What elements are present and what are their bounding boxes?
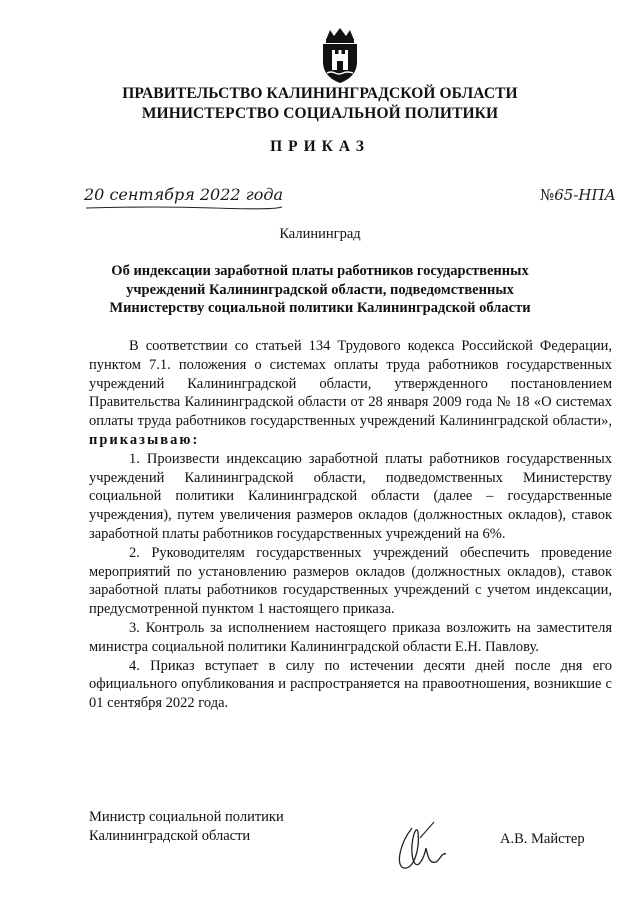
- number-prefix: №: [540, 186, 555, 204]
- doc-type: ПРИКАЗ: [270, 138, 370, 155]
- preamble-paragraph: [89, 337, 612, 450]
- position-line-1: Министр социальной политики: [89, 809, 284, 825]
- coat-of-arms-emblem: [318, 26, 362, 84]
- order-phrase: приказываю:: [89, 431, 200, 448]
- date-underline: [84, 205, 284, 211]
- doc-body: [89, 337, 612, 713]
- signatory-position: [89, 808, 284, 846]
- doc-number: [540, 186, 616, 204]
- handwritten-signature: [390, 818, 460, 876]
- item-1: 1. Произвести индексацию заработной платы работников государственных учреждений Калининградской области, подведомственных Министерству социальной политики Калининградской области (далее – государственные учреждения), путем увеличения размеров окладов (должностных окладов), ставок заработной платы работников государственных учреждений на 6%.: [89, 450, 612, 542]
- doc-title: Об индексации заработной платы работников государственных учреждений Калининградской области, подведомственных Министерству социальной политики Калининградской области: [109, 263, 531, 316]
- city-label: Калининград: [279, 226, 361, 242]
- item-3: 3. Контроль за исполнением настоящего приказа возложить на заместителя министра социальной политики Калининградской области Е.Н. Павлову.: [89, 619, 612, 655]
- doc-date: 20 сентября 2022 года: [84, 185, 289, 204]
- number-value: 65-НПА: [554, 186, 616, 204]
- position-line-2: Калининградской области: [89, 828, 251, 844]
- item-4: 4. Приказ вступает в силу по истечении десяти дней после дня его официального опубликования и распространяется на правоотношения, возникшие с 01 сентября 2022 года.: [89, 657, 612, 712]
- header-government: ПРАВИТЕЛЬСТВО КАЛИНИНГРАДСКОЙ ОБЛАСТИ: [122, 85, 518, 102]
- header-ministry: МИНИСТЕРСТВО СОЦИАЛЬНОЙ ПОЛИТИКИ: [141, 105, 499, 122]
- preamble-text: В соответствии со статьей 134 Трудового кодекса Российской Федерации, пунктом 7.1. положения о системах оплаты труда работников государственных учреждений Калининградской области, утвержденного постановлением Правительства Калининградской области от 28 января 2009 года № 18 «О системах оплаты труда работников государственных учреждений Калининградской области»,: [89, 338, 612, 430]
- signatory-name: А.В. Майстер: [500, 831, 585, 847]
- item-2: 2. Руководителям государственных учреждений обеспечить проведение мероприятий по установлению размеров окладов (должностных окладов), ставок заработной платы работников государственных учреждений с учетом индексации, предусмотренной пунктом 1 настоящего приказа.: [89, 544, 612, 618]
